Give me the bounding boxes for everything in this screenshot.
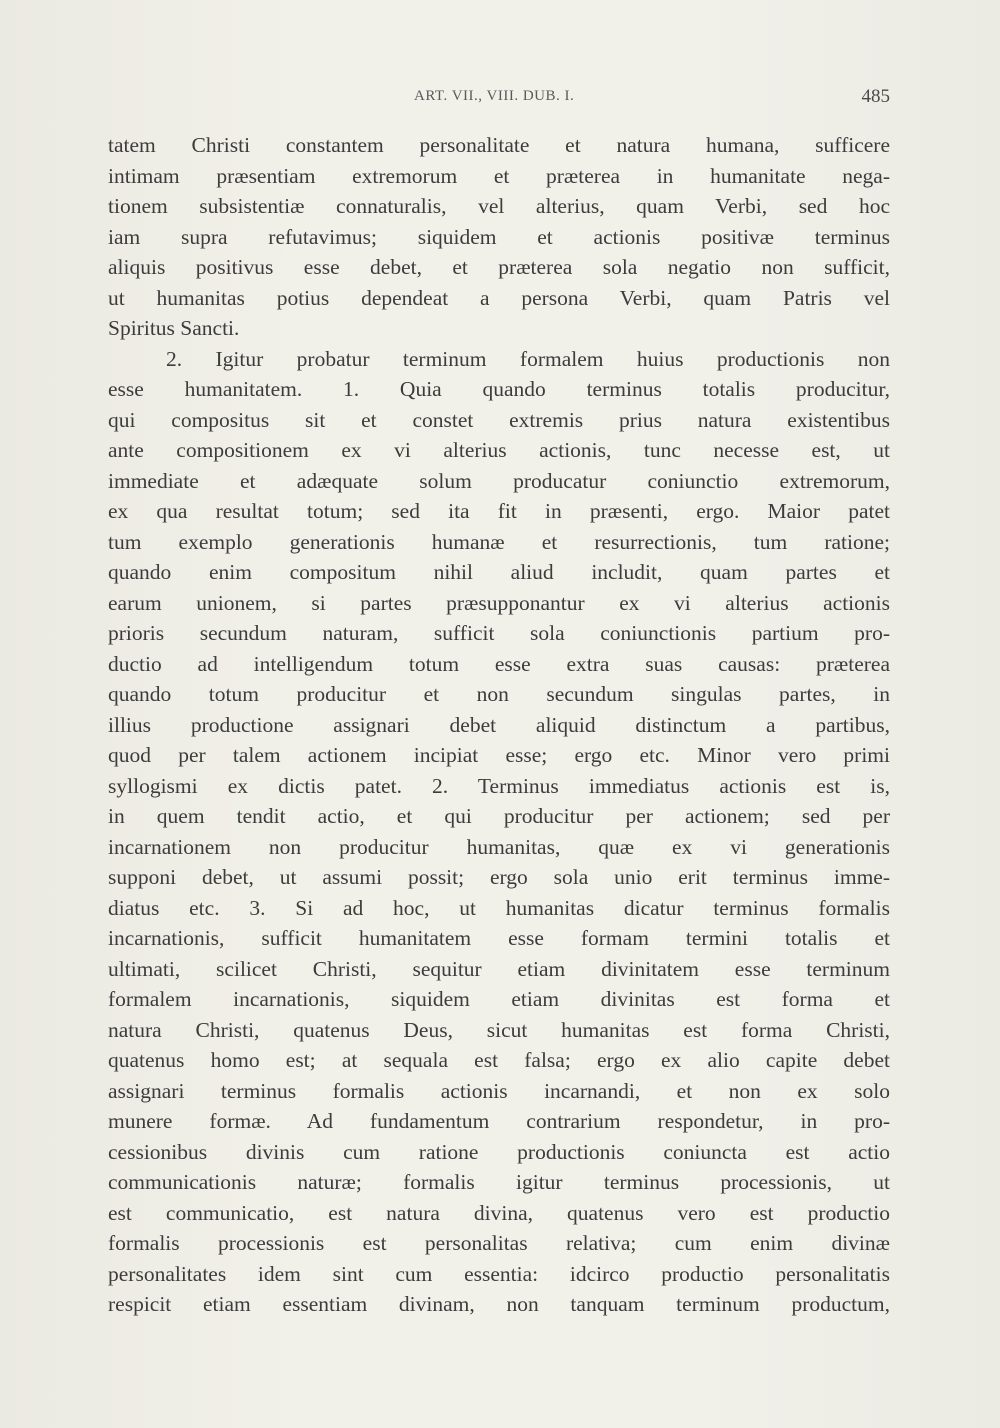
text-line: personalitates idem sint cum essentia: idcirco productio personalitatis xyxy=(108,1261,890,1286)
text-line: iam supra refutavimus; siquidem et actionis positivæ terminus xyxy=(108,224,890,249)
text-line: qui compositus sit et constet extremis prius natura existentibus xyxy=(108,407,890,432)
text-line: earum unionem, si partes præsupponantur ex vi alterius actionis xyxy=(108,590,890,615)
text-line: immediate et adæquate solum producatur coniunctio extremorum, xyxy=(108,468,890,493)
text-line: ductio ad intelligendum totum esse extra suas causas: præterea xyxy=(108,651,890,676)
text-line: syllogismi ex dictis patet. 2. Terminus immediatus actionis est is, xyxy=(108,773,890,798)
page-header xyxy=(108,88,890,112)
page-number: 485 xyxy=(861,86,890,107)
text-line: tum exemplo generationis humanæ et resurrectionis, tum ratione; xyxy=(108,529,890,554)
text-line: diatus etc. 3. Si ad hoc, ut humanitas dicatur terminus formalis xyxy=(108,895,890,920)
text-line: est communicatio, est natura divina, quatenus vero est productio xyxy=(108,1200,890,1225)
text-line: tatem Christi constantem personalitate et natura humana, sufficere xyxy=(108,133,890,157)
text-line: incarnationis, sufficit humanitatem esse formam termini totalis et xyxy=(108,926,890,950)
text-line: prioris secundum naturam, sufficit sola coniunctionis partium pro- xyxy=(108,621,890,645)
text-line: supponi debet, ut assumi possit; ergo sola unio erit terminus imme- xyxy=(108,865,890,889)
text-line: munere formæ. Ad fundamentum contrarium respondetur, in pro- xyxy=(108,1109,890,1133)
text-line: quando enim compositum nihil aliud includit, quam partes et xyxy=(108,560,890,584)
text-line: tionem subsistentiæ connaturalis, vel alterius, quam Verbi, sed hoc xyxy=(108,194,890,218)
text-line: natura Christi, quatenus Deus, sicut humanitas est forma Christi, xyxy=(108,1017,890,1042)
text-line: respicit etiam essentiam divinam, non tanquam terminum productum, xyxy=(108,1292,890,1316)
text-line: assignari terminus formalis actionis incarnandi, et non ex solo xyxy=(108,1078,890,1103)
running-head: ART. VII., VIII. DUB. I. xyxy=(414,88,575,104)
text-line: esse humanitatem. 1. Quia quando terminus totalis producitur, xyxy=(108,377,890,401)
text-line: communicationis naturæ; formalis igitur terminus processionis, ut xyxy=(108,1170,890,1194)
text-line: 2. Igitur probatur terminum formalem huius productionis non xyxy=(166,346,890,371)
text-line: aliquis positivus esse debet, et præterea sola negatio non sufficit, xyxy=(108,255,890,279)
text-line: quatenus homo est; at sequala est falsa; ergo ex alio capite debet xyxy=(108,1048,890,1072)
body-text xyxy=(108,130,890,1320)
text-line: ultimati, scilicet Christi, sequitur etiam divinitatem esse terminum xyxy=(108,956,890,981)
text-line: illius productione assignari debet aliquid distinctum a partibus, xyxy=(108,712,890,737)
text-line: formalis processionis est personalitas relativa; cum enim divinæ xyxy=(108,1231,890,1255)
text-line: ex qua resultat totum; sed ita fit in præsenti, ergo. Maior patet xyxy=(108,499,890,523)
text-line: ut humanitas potius dependeat a persona Verbi, quam Patris vel xyxy=(108,285,890,310)
text-line: ante compositionem ex vi alterius actionis, tunc necesse est, ut xyxy=(108,438,890,462)
text-line: cessionibus divinis cum ratione productionis coniuncta est actio xyxy=(108,1139,890,1164)
text-line: formalem incarnationis, siquidem etiam divinitas est forma et xyxy=(108,987,890,1011)
text-line: incarnationem non producitur humanitas, quæ ex vi generationis xyxy=(108,834,890,859)
text-line: Spiritus Sancti. xyxy=(108,316,240,340)
text-line: in quem tendit actio, et qui producitur per actionem; sed per xyxy=(108,804,890,828)
text-line: intimam præsentiam extremorum et præterea in humanitate nega- xyxy=(108,163,890,188)
text-line: quando totum producitur et non secundum singulas partes, in xyxy=(108,682,890,706)
text-line: quod per talem actionem incipiat esse; ergo etc. Minor vero primi xyxy=(108,743,890,767)
